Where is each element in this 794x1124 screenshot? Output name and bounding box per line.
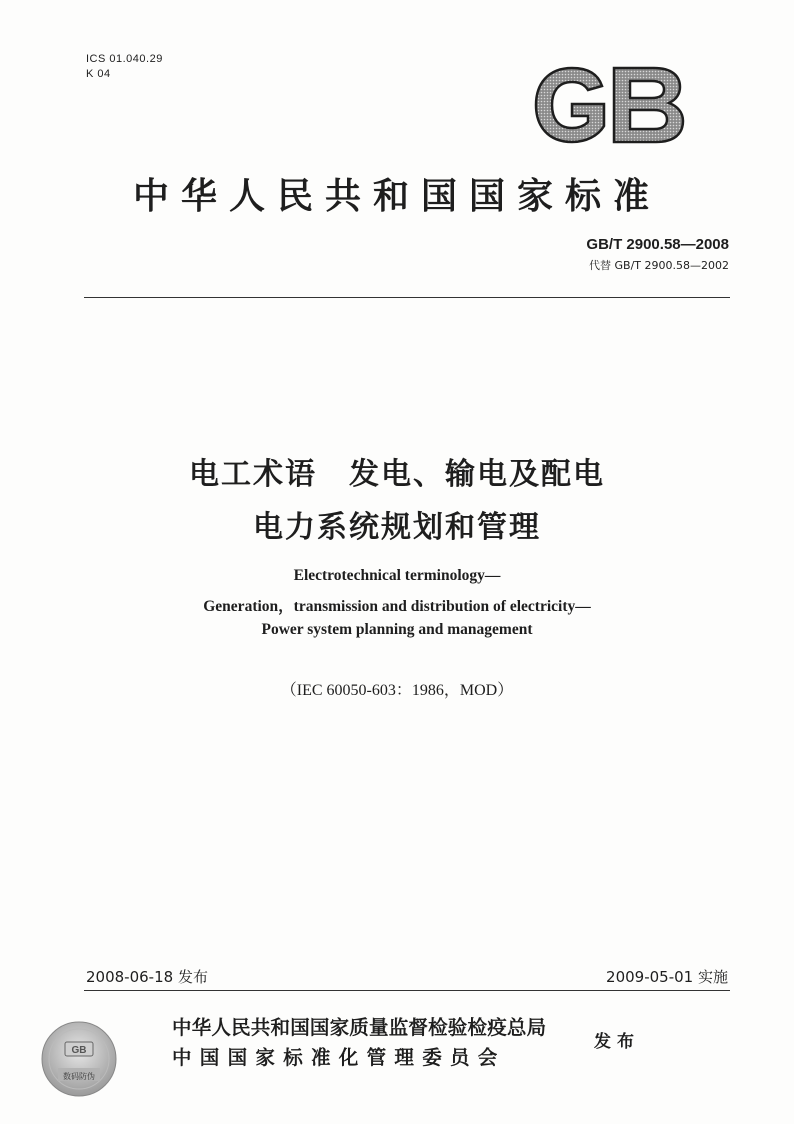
implementation-date: 2009-05-01 实施 [606,968,728,986]
issuer-aqsiq: 中华人民共和国国家质量监督检验检疫总局 [172,1016,547,1039]
issue-date: 2008-06-18 发布 [86,968,208,986]
english-title-line-1: Electrotechnical terminology— [293,567,501,584]
english-title-line-2: Generation，transmission and distribution of electricity— [203,598,591,615]
anti-counterfeit-seal-icon [40,1020,118,1098]
chinese-title-line-1: 电工术语 发电、输电及配电 [189,457,605,492]
classification-codes [86,52,163,82]
top-divider [84,297,730,298]
ccs-code: K 04 [86,68,111,80]
publish-label: 发布 [594,1032,640,1052]
issuer-sac: 中国国家标准化管理委员会 [172,1046,506,1069]
gb-standard-logo [528,64,688,146]
replaces-standard: 代替 GB/T 2900.58—2002 [589,259,729,272]
seal-label: 数码防伪 [63,1072,95,1081]
svg-text:GB: GB [71,1045,87,1056]
bottom-divider [84,990,730,991]
iec-adoption-note: （IEC 60050-603：1986，MOD） [280,682,514,699]
standard-number: GB/T 2900.58—2008 [586,236,729,253]
ics-code: ICS 01.040.29 [86,53,163,65]
english-title-line-3: Power system planning and management [261,621,533,638]
chinese-title-line-2: 电力系统规划和管理 [253,510,541,545]
issuing-body-title: 中华人民共和国国家标准 [132,176,661,217]
